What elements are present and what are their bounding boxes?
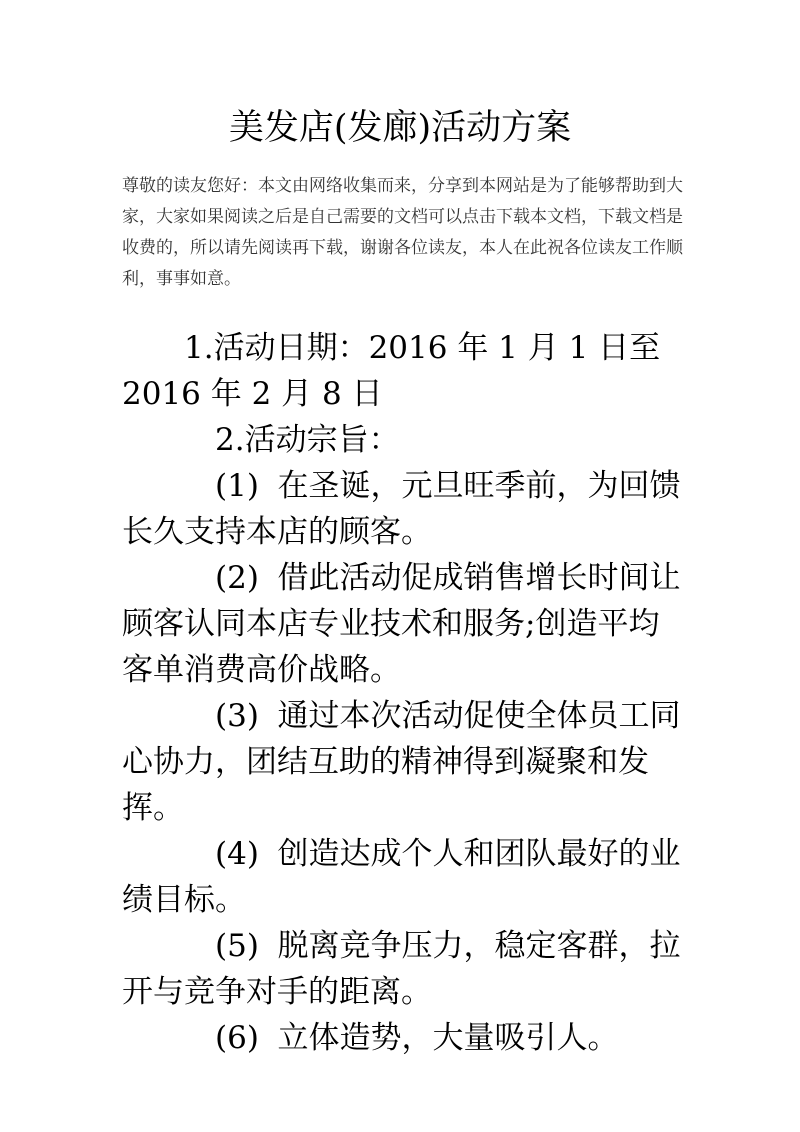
document-title: 美发店(发廊)活动方案 [228,108,572,148]
item-text: 脱离竞争压力，稳定客群，拉开与竞争对手的距离。 [122,928,681,1010]
item-text: 借此活动促成销售增长时间让顾客认同本店专业技术和服务;创造平均客单消费高价战略。 [122,560,681,688]
item-number: (6) [215,1020,259,1056]
item-text: 通过本次活动促使全体员工同心协力，团结互助的精神得到凝聚和发挥。 [122,698,681,826]
purpose-item [122,923,682,1015]
item-number: (3) [215,698,259,734]
activity-purpose-heading: 2.活动宗旨： [215,422,400,458]
item-number: (5) [215,928,259,964]
purpose-item [122,463,682,555]
purpose-item [122,831,682,923]
reader-notice: 尊敬的读友您好：本文由网络收集而来，分享到本网站是为了能够帮助到大家，大家如果阅读之后是自己需要的文档可以点击下载本文档，下载文档是收费的，所以请先阅读再下载，谢谢各位读友，本人在此祝各位读友工作顺利，事事如意。 [122,176,683,289]
purpose-item [122,1015,682,1061]
item-number: (2) [215,560,259,596]
item-text: 立体造势，大量吸引人。 [277,1020,619,1056]
purpose-item [122,555,682,693]
item-text: 在圣诞，元旦旺季前，为回馈长久支持本店的顾客。 [122,468,681,550]
item-number: (1) [215,468,259,504]
purpose-item [122,693,682,831]
document-body [122,325,682,1061]
item-number: (4) [215,836,259,872]
item-text: 创造达成个人和团队最好的业绩目标。 [122,836,681,918]
activity-date: 1.活动日期：2016 年 1 月 1 日至 2016 年 2 月 8 日 [122,330,661,412]
